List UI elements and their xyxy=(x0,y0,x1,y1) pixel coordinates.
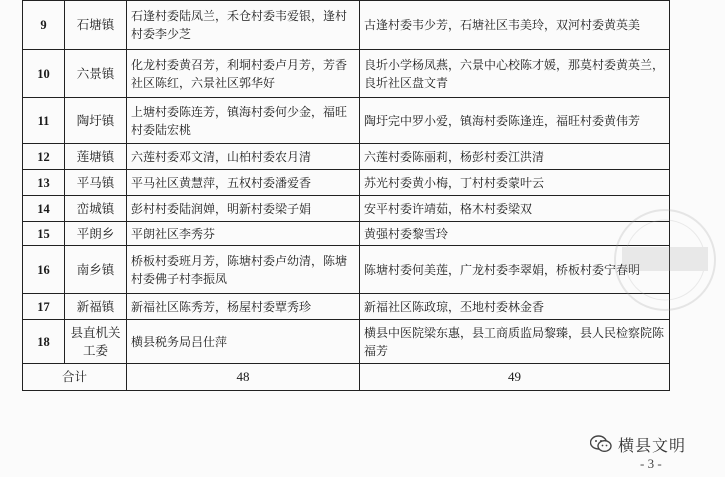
row-number: 14 xyxy=(23,196,65,222)
left-names: 上塘村委陈连芳，镇海村委何少金，福旺村委陆宏桃 xyxy=(127,98,360,144)
left-names: 横县税务局吕仕萍 xyxy=(127,320,360,364)
right-names: 安平村委许靖茹，格木村委梁双 xyxy=(360,196,670,222)
page-number: - 3 - xyxy=(640,456,662,471)
row-number: 17 xyxy=(23,294,65,320)
town-name: 新福镇 xyxy=(65,294,127,320)
table-row xyxy=(23,170,670,196)
town-name: 莲塘镇 xyxy=(65,144,127,170)
total-label: 合计 xyxy=(23,364,127,391)
row-number: 16 xyxy=(23,246,65,294)
row-number: 13 xyxy=(23,170,65,196)
table-row xyxy=(23,144,670,170)
town-name: 县直机关工委 xyxy=(65,320,127,364)
right-names: 古逢村委韦少芳，石塘社区韦美玲，双河村委黄英美 xyxy=(360,1,670,50)
left-names: 六莲村委邓文清，山柏村委农月清 xyxy=(127,144,360,170)
total-left-count: 48 xyxy=(127,364,360,391)
town-name: 平马镇 xyxy=(65,170,127,196)
left-names: 桥板村委班月芳，陈塘村委卢幼清，陈塘村委佛子村李振凤 xyxy=(127,246,360,294)
row-number: 18 xyxy=(23,320,65,364)
town-name: 平朗乡 xyxy=(65,222,127,246)
row-number: 10 xyxy=(23,50,65,98)
wechat-icon xyxy=(590,435,612,453)
row-number: 9 xyxy=(23,1,65,50)
table-row xyxy=(23,1,670,50)
total-row xyxy=(23,364,670,391)
row-number: 12 xyxy=(23,144,65,170)
left-names: 平马社区黄慧萍，五权村委潘爱香 xyxy=(127,170,360,196)
table-row xyxy=(23,246,670,294)
honor-list-table xyxy=(22,0,670,391)
right-names: 陈塘村委何美莲，广龙村委李翠娟，桥板村委宁春明 xyxy=(360,246,670,294)
account-name: 横县文明 xyxy=(618,435,687,455)
right-names: 横县中医院梁东惠，县工商质监局黎臻，县人民检察院陈福芳 xyxy=(360,320,670,364)
left-names: 石逢村委陆凤兰，禾仓村委韦爱银，逢村村委李少芝 xyxy=(127,1,360,50)
right-names: 陶圩完中罗小爱，镇海村委陈逢连，福旺村委黄伟芳 xyxy=(360,98,670,144)
table-row xyxy=(23,98,670,144)
table-row xyxy=(23,50,670,98)
left-names: 化龙村委黄召芳，利垌村委卢月芳，芳香社区陈红，六景社区郭华好 xyxy=(127,50,360,98)
town-name: 陶圩镇 xyxy=(65,98,127,144)
table-row xyxy=(23,222,670,246)
right-names: 良圻小学杨凤燕，六景中心校陈才媛，那莫村委黄英兰，良圻社区盘文青 xyxy=(360,50,670,98)
right-names: 苏光村委黄小梅，丁村村委蒙叶云 xyxy=(360,170,670,196)
total-right-count: 49 xyxy=(360,364,670,391)
table-row xyxy=(23,320,670,364)
right-names: 黄强村委黎雪玲 xyxy=(360,222,670,246)
town-name: 石塘镇 xyxy=(65,1,127,50)
town-name: 南乡镇 xyxy=(65,246,127,294)
row-number: 15 xyxy=(23,222,65,246)
row-number: 11 xyxy=(23,98,65,144)
table-row xyxy=(23,196,670,222)
right-names: 新福社区陈政琼，丕地村委林金香 xyxy=(360,294,670,320)
table-row xyxy=(23,294,670,320)
left-names: 彭村村委陆润婵，明新村委梁子娟 xyxy=(127,196,360,222)
right-names: 六莲村委陈丽莉，杨彭村委江洪清 xyxy=(360,144,670,170)
left-names: 平朗社区李秀芬 xyxy=(127,222,360,246)
footer-brand xyxy=(590,432,686,456)
table-body xyxy=(23,1,670,391)
town-name: 六景镇 xyxy=(65,50,127,98)
town-name: 峦城镇 xyxy=(65,196,127,222)
left-names: 新福社区陈秀芳，杨屋村委覃秀珍 xyxy=(127,294,360,320)
